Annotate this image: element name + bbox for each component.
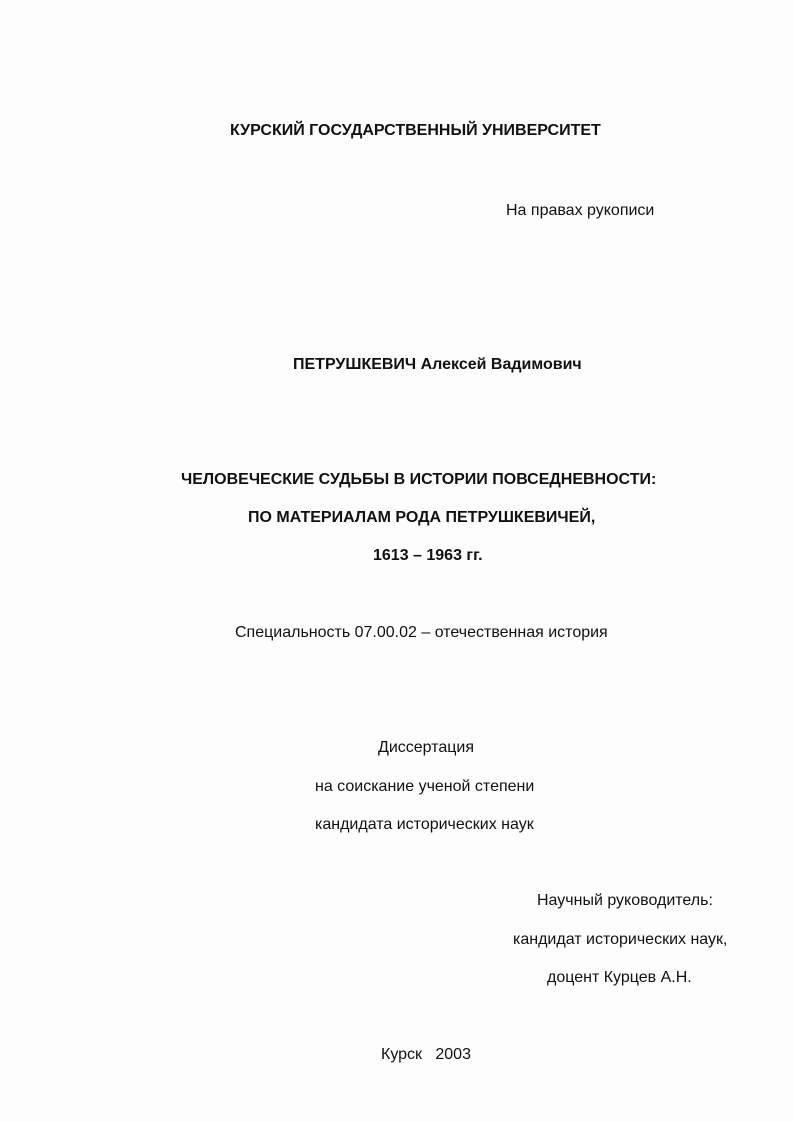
author-name: ПЕТРУШКЕВИЧ Алексей Вадимович (293, 356, 582, 373)
supervisor-line-2: кандидат исторических наук, (513, 931, 728, 948)
title-line-1: ЧЕЛОВЕЧЕСКИЕ СУДЬБЫ В ИСТОРИИ ПОВСЕДНЕВНОСТИ: (181, 471, 657, 488)
specialty: Специальность 07.00.02 – отечественная история (235, 624, 608, 641)
dissertation-line-1: Диссертация (378, 739, 475, 756)
title-line-3: 1613 – 1963 гг. (373, 547, 483, 564)
university-name: КУРСКИЙ ГОСУДАРСТВЕННЫЙ УНИВЕРСИТЕТ (230, 122, 601, 139)
title-line-2: ПО МАТЕРИАЛАМ РОДА ПЕТРУШКЕВИЧЕЙ, (248, 509, 596, 526)
supervisor-line-1: Научный руководитель: (537, 892, 713, 909)
manuscript-note: На правах рукописи (506, 202, 655, 219)
dissertation-line-2: на соискание ученой степени (315, 778, 535, 795)
dissertation-line-3: кандидата исторических наук (315, 816, 534, 833)
place-year: Курск 2003 (381, 1046, 471, 1063)
supervisor-line-3: доцент Курцев А.Н. (547, 969, 692, 986)
